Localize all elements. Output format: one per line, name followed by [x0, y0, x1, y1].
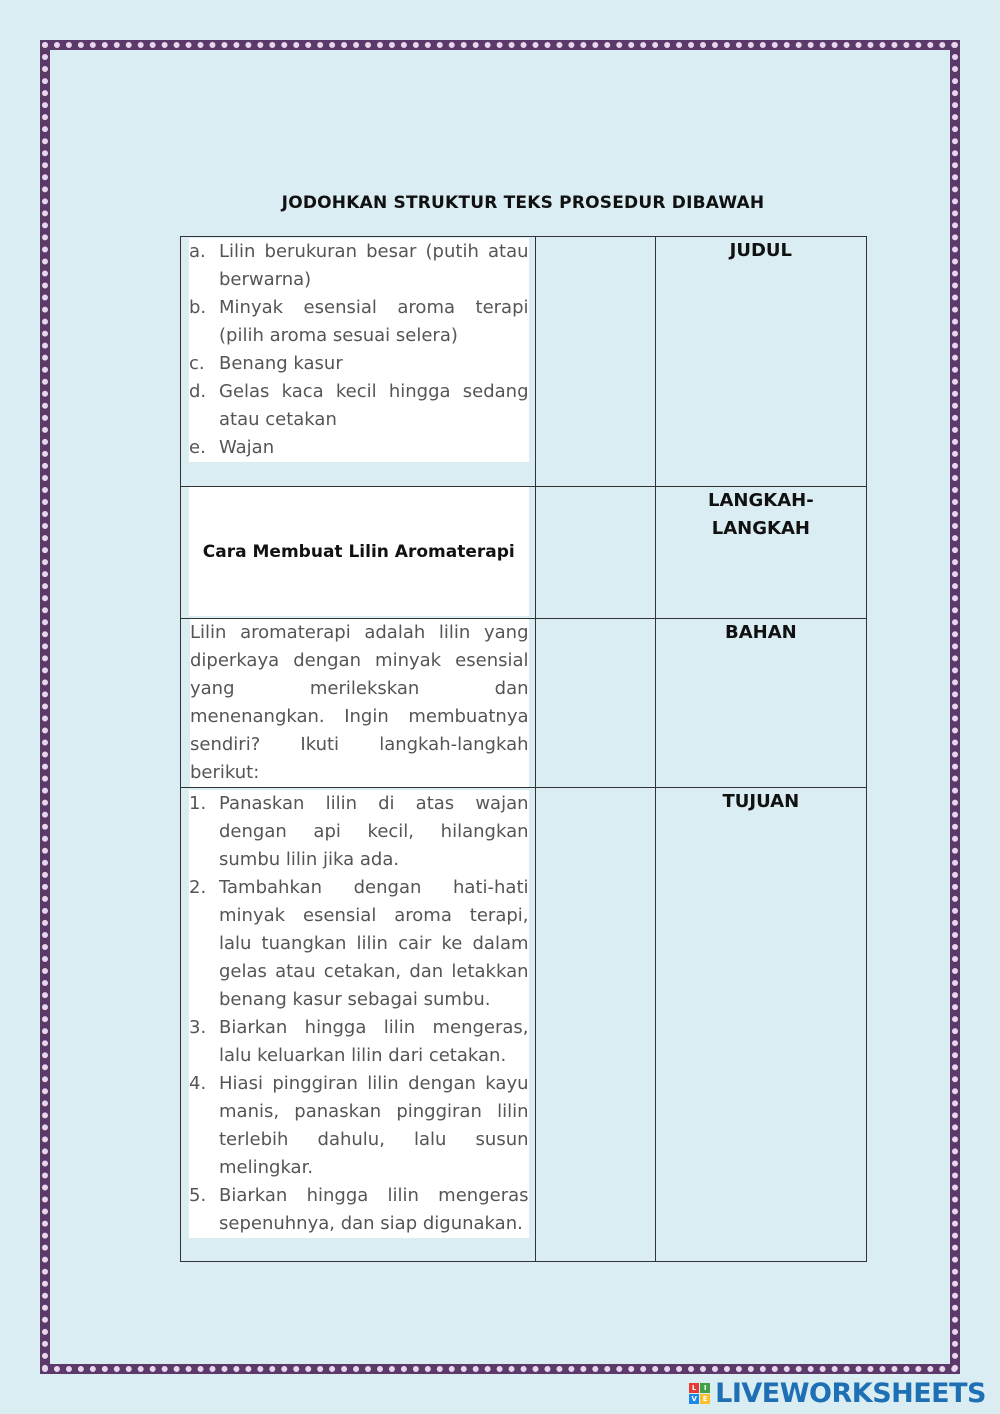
- drop-zone[interactable]: [535, 619, 655, 788]
- list-item-text: Benang kasur: [219, 353, 343, 374]
- list-item: [189, 238, 529, 294]
- list-item-text: Biarkan hingga lilin mengeras sepenuhnya, dan siap digunakan.: [219, 1185, 529, 1234]
- list-item: [189, 1182, 529, 1238]
- liveworksheets-wordmark: LIVEWORKSHEETS: [715, 1377, 986, 1409]
- content-cell: [181, 619, 536, 788]
- steps-list: [189, 790, 529, 1238]
- list-item-text: Gelas kaca kecil hingga sedang atau cetakan: [219, 381, 529, 430]
- drop-zone[interactable]: [535, 788, 655, 1262]
- table-row: [181, 619, 867, 788]
- content-cell: [181, 788, 536, 1262]
- label-judul[interactable]: JUDUL: [729, 240, 793, 261]
- materials-list: [189, 238, 529, 462]
- list-marker: a.: [189, 241, 206, 262]
- list-item: [189, 434, 529, 462]
- list-item-text: Hiasi pinggiran lilin dengan kayu manis, panaskan pinggiran lilin terlebih dahulu, lalu susun melingkar.: [219, 1073, 529, 1178]
- procedure-heading: Cara Membuat Lilin Aromaterapi: [189, 487, 529, 616]
- label-cell[interactable]: [655, 619, 866, 788]
- drop-zone[interactable]: [535, 237, 655, 487]
- list-item: [189, 790, 529, 874]
- list-marker: 1.: [189, 793, 207, 814]
- list-marker: e.: [189, 437, 206, 458]
- list-marker: 4.: [189, 1073, 207, 1094]
- list-marker: 2.: [189, 877, 207, 898]
- matching-table: [180, 236, 867, 1262]
- list-item: [189, 1070, 529, 1182]
- list-item: [189, 294, 529, 350]
- list-item-text: Lilin berukuran besar (putih atau berwarna): [219, 241, 529, 290]
- list-item-text: Wajan: [219, 437, 275, 458]
- list-item-text: Biarkan hingga lilin mengeras, lalu keluarkan lilin dari cetakan.: [219, 1017, 529, 1066]
- list-marker: 3.: [189, 1017, 207, 1038]
- table-row: [181, 788, 867, 1262]
- page-title: JODOHKAN STRUKTUR TEKS PROSEDUR DIBAWAH: [281, 193, 765, 213]
- list-item-text: Minyak esensial aroma terapi (pilih aroma sesuai selera): [219, 297, 529, 346]
- table-row: [181, 487, 867, 619]
- list-marker: b.: [189, 297, 207, 318]
- content-cell: [181, 487, 536, 619]
- list-marker: c.: [189, 353, 205, 374]
- list-item: [189, 378, 529, 434]
- list-item-text: Tambahkan dengan hati-hati minyak esensial aroma terapi, lalu tuangkan lilin cair ke dalam gelas atau cetakan, dan letakkan benang kasur sebagai sumbu.: [219, 877, 529, 1010]
- intro-paragraph: Lilin aromaterapi adalah lilin yang diperkaya dengan minyak esensial yang merilekskan dan menenangkan. Ingin membuatnya sendiri? Ikuti langkah-langkah berikut:: [190, 619, 529, 787]
- label-cell[interactable]: [655, 487, 866, 619]
- list-item: [189, 874, 529, 1014]
- label-tujuan[interactable]: TUJUAN: [722, 791, 800, 812]
- liveworksheets-icon: L I V E: [689, 1383, 710, 1404]
- label-bahan[interactable]: BAHAN: [724, 622, 797, 643]
- label-cell[interactable]: [655, 788, 866, 1262]
- drop-zone[interactable]: [535, 487, 655, 619]
- label-cell[interactable]: [655, 237, 866, 487]
- list-item: [189, 350, 529, 378]
- liveworksheets-logo: [689, 1378, 986, 1408]
- label-langkah[interactable]: LANGKAH-LANGKAH: [708, 490, 814, 539]
- list-item: [189, 1014, 529, 1070]
- list-item-text: Panaskan lilin di atas wajan dengan api kecil, hilangkan sumbu lilin jika ada.: [219, 793, 529, 870]
- list-marker: 5.: [189, 1185, 207, 1206]
- table-row: [181, 237, 867, 487]
- list-marker: d.: [189, 381, 207, 402]
- content-cell: [181, 237, 536, 487]
